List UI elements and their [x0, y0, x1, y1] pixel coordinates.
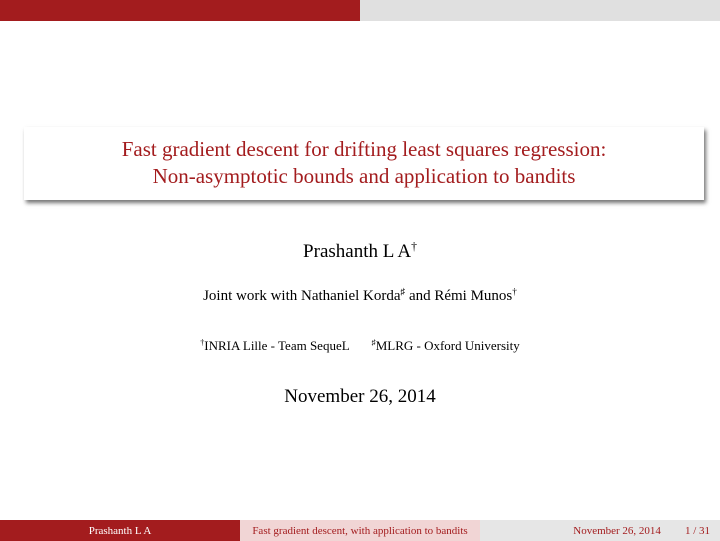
affil-name-1: INRIA Lille - Team SequeL [204, 338, 350, 353]
presentation-date: November 26, 2014 [284, 386, 436, 407]
affil-mark-1: † [200, 338, 205, 348]
progress-track [360, 0, 720, 21]
author-mark: † [411, 239, 417, 253]
joint-prefix: Joint work with Nathaniel Korda [203, 288, 401, 304]
footer-title-text: Fast gradient descent, with application to bandits [252, 524, 468, 537]
author [0, 241, 720, 263]
affil-mark-2: ♯ [371, 338, 376, 348]
joint-mark-1: ♯ [400, 287, 406, 298]
footer-author [0, 520, 240, 541]
footer [0, 520, 720, 541]
title-line-1: Fast gradient descent for drifting least squares regression: [121, 137, 607, 161]
affiliations [0, 338, 720, 354]
footer-page-number: 1 / 31 [684, 524, 710, 537]
author-name: Prashanth L A [303, 241, 412, 262]
joint-middle: and Rémi Munos [405, 288, 513, 304]
footer-date: November 26, 2014 [573, 524, 661, 537]
title-box [24, 127, 704, 200]
title-line-2: Non-asymptotic bounds and application to bandits [152, 164, 576, 188]
affil-name-2: MLRG - Oxford University [375, 338, 520, 353]
progress-fill [0, 0, 360, 21]
joint-work [0, 288, 720, 305]
footer-date-page [480, 520, 720, 541]
joint-mark-2: † [512, 287, 517, 298]
progress-bar [0, 0, 720, 21]
footer-title [240, 520, 480, 541]
footer-author-text: Prashanth L A [88, 524, 152, 537]
